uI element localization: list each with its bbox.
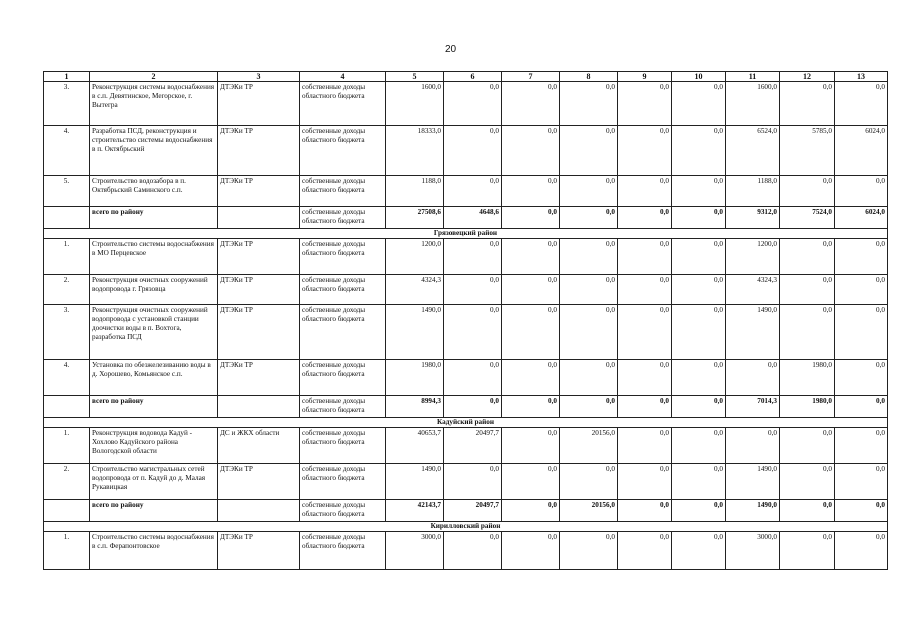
amount-2021: 0,0 (835, 176, 888, 207)
table-row (44, 532, 888, 570)
amount-2016: 0,0 (560, 126, 618, 176)
amount-2015: 0,0 (502, 500, 560, 522)
amount-2014: 20497,7 (444, 428, 502, 464)
row-number: 4. (44, 126, 90, 176)
executor: ДТЭКи ТР (218, 464, 300, 500)
funding-source: собственные доходы областного бюджета (300, 305, 386, 360)
amount-2015: 0,0 (502, 396, 560, 418)
amount-2020: 0,0 (780, 464, 835, 500)
amount-2017: 0,0 (618, 464, 672, 500)
funding-source: собственные доходы областного бюджета (300, 500, 386, 522)
row-number: 1. (44, 428, 90, 464)
amount-total: 42143,7 (386, 500, 444, 522)
row-number: 1. (44, 239, 90, 275)
amount-2015: 0,0 (502, 82, 560, 126)
amount-2019: 1490,0 (726, 464, 780, 500)
amount-2014: 0,0 (444, 532, 502, 570)
amount-2017: 0,0 (618, 532, 672, 570)
amount-2017: 0,0 (618, 239, 672, 275)
amount-2019: 1188,0 (726, 176, 780, 207)
amount-2014: 0,0 (444, 305, 502, 360)
district-header-row (44, 229, 888, 239)
amount-2021: 0,0 (835, 360, 888, 396)
amount-2015: 0,0 (502, 464, 560, 500)
amount-2016: 0,0 (560, 176, 618, 207)
amount-total: 27508,6 (386, 207, 444, 229)
amount-2014: 0,0 (444, 396, 502, 418)
amount-2016: 0,0 (560, 275, 618, 305)
project-name: всего по району (90, 396, 218, 418)
amount-2017: 0,0 (618, 207, 672, 229)
row-number: 1. (44, 532, 90, 570)
amount-2015: 0,0 (502, 126, 560, 176)
amount-2018: 0,0 (672, 500, 726, 522)
amount-total: 1600,0 (386, 82, 444, 126)
column-header: 10 (672, 72, 726, 82)
amount-2017: 0,0 (618, 305, 672, 360)
amount-2019: 4324,3 (726, 275, 780, 305)
amount-2020: 0,0 (780, 532, 835, 570)
row-number: 2. (44, 464, 90, 500)
amount-2019: 0,0 (726, 428, 780, 464)
amount-2020: 0,0 (780, 275, 835, 305)
row-number: 5. (44, 176, 90, 207)
amount-2017: 0,0 (618, 275, 672, 305)
amount-2018: 0,0 (672, 275, 726, 305)
amount-2014: 0,0 (444, 275, 502, 305)
district-total-row (44, 396, 888, 418)
amount-2018: 0,0 (672, 428, 726, 464)
amount-2014: 0,0 (444, 360, 502, 396)
amount-total: 40653,7 (386, 428, 444, 464)
column-header: 11 (726, 72, 780, 82)
amount-2017: 0,0 (618, 428, 672, 464)
amount-total: 1490,0 (386, 305, 444, 360)
amount-2019: 7014,3 (726, 396, 780, 418)
funding-source: собственные доходы областного бюджета (300, 239, 386, 275)
funding-source: собственные доходы областного бюджета (300, 532, 386, 570)
row-number: 2. (44, 275, 90, 305)
column-header: 5 (386, 72, 444, 82)
district-name: Кирилловский район (44, 522, 888, 532)
funding-source: собственные доходы областного бюджета (300, 82, 386, 126)
amount-2016: 0,0 (560, 464, 618, 500)
column-header: 13 (835, 72, 888, 82)
amount-2019: 0,0 (726, 360, 780, 396)
amount-2015: 0,0 (502, 428, 560, 464)
row-number (44, 396, 90, 418)
amount-2018: 0,0 (672, 239, 726, 275)
amount-2015: 0,0 (502, 275, 560, 305)
funding-source: собственные доходы областного бюджета (300, 360, 386, 396)
column-header: 12 (780, 72, 835, 82)
project-name: Реконструкция очистных сооружений водопровода с установкой станции доочистки воды в п. Вохтога, разработка ПСД (90, 305, 218, 360)
amount-2018: 0,0 (672, 305, 726, 360)
budget-table (43, 71, 888, 570)
amount-2019: 1490,0 (726, 305, 780, 360)
amount-2021: 0,0 (835, 239, 888, 275)
executor: ДТЭКи ТР (218, 305, 300, 360)
amount-2016: 0,0 (560, 532, 618, 570)
table-body (44, 82, 888, 570)
amount-2020: 0,0 (780, 500, 835, 522)
amount-2014: 0,0 (444, 239, 502, 275)
amount-2019: 1490,0 (726, 500, 780, 522)
column-header: 6 (444, 72, 502, 82)
amount-2014: 20497,7 (444, 500, 502, 522)
amount-2019: 6524,0 (726, 126, 780, 176)
amount-2021: 0,0 (835, 396, 888, 418)
funding-source: собственные доходы областного бюджета (300, 126, 386, 176)
amount-2021: 0,0 (835, 305, 888, 360)
amount-total: 1490,0 (386, 464, 444, 500)
district-name: Кадуйский район (44, 418, 888, 428)
executor: ДТЭКи ТР (218, 82, 300, 126)
district-name: Грязовецкий район (44, 229, 888, 239)
amount-2021: 6024,0 (835, 207, 888, 229)
executor: ДТЭКи ТР (218, 275, 300, 305)
amount-2016: 0,0 (560, 305, 618, 360)
project-name: Реконструкция очистных сооружений водопровода г. Грязовца (90, 275, 218, 305)
table-row (44, 275, 888, 305)
amount-2019: 1600,0 (726, 82, 780, 126)
amount-2015: 0,0 (502, 305, 560, 360)
row-number: 3. (44, 82, 90, 126)
funding-source: собственные доходы областного бюджета (300, 428, 386, 464)
amount-2021: 0,0 (835, 428, 888, 464)
amount-total: 3000,0 (386, 532, 444, 570)
table-row (44, 176, 888, 207)
amount-2020: 1980,0 (780, 360, 835, 396)
funding-source: собственные доходы областного бюджета (300, 464, 386, 500)
amount-2015: 0,0 (502, 239, 560, 275)
amount-2020: 0,0 (780, 428, 835, 464)
amount-2014: 0,0 (444, 126, 502, 176)
column-header: 9 (618, 72, 672, 82)
column-header: 7 (502, 72, 560, 82)
executor: ДС и ЖКХ области (218, 428, 300, 464)
amount-2020: 0,0 (780, 239, 835, 275)
header-row (44, 72, 888, 82)
amount-2018: 0,0 (672, 360, 726, 396)
amount-2021: 0,0 (835, 82, 888, 126)
amount-total: 1980,0 (386, 360, 444, 396)
executor: ДТЭКи ТР (218, 239, 300, 275)
amount-2020: 0,0 (780, 305, 835, 360)
amount-2020: 0,0 (780, 176, 835, 207)
amount-2017: 0,0 (618, 82, 672, 126)
amount-2014: 4648,6 (444, 207, 502, 229)
amount-2021: 0,0 (835, 532, 888, 570)
amount-2016: 0,0 (560, 239, 618, 275)
amount-2016: 0,0 (560, 396, 618, 418)
amount-total: 1200,0 (386, 239, 444, 275)
executor: ДТЭКи ТР (218, 176, 300, 207)
project-name: Строительство системы водоснабжения в с.п. Ферапонтовское (90, 532, 218, 570)
amount-2016: 20156,0 (560, 428, 618, 464)
project-name: Установка по обезжелезиванию воды в д. Хорошево, Комьянское с.п. (90, 360, 218, 396)
project-name: Реконструкция водовода Кадуй - Хохлово Кадуйского района Вологодской области (90, 428, 218, 464)
amount-2017: 0,0 (618, 126, 672, 176)
row-number (44, 207, 90, 229)
amount-2019: 3000,0 (726, 532, 780, 570)
table-row (44, 464, 888, 500)
table-row (44, 239, 888, 275)
executor: ДТЭКи ТР (218, 126, 300, 176)
amount-2018: 0,0 (672, 532, 726, 570)
amount-2015: 0,0 (502, 176, 560, 207)
amount-2014: 0,0 (444, 82, 502, 126)
amount-2015: 0,0 (502, 532, 560, 570)
amount-2018: 0,0 (672, 396, 726, 418)
table-row (44, 428, 888, 464)
district-total-row (44, 500, 888, 522)
amount-2014: 0,0 (444, 176, 502, 207)
amount-2019: 9312,0 (726, 207, 780, 229)
amount-2016: 0,0 (560, 82, 618, 126)
district-header-row (44, 522, 888, 532)
amount-2014: 0,0 (444, 464, 502, 500)
amount-2017: 0,0 (618, 360, 672, 396)
column-header: 1 (44, 72, 90, 82)
amount-2021: 6024,0 (835, 126, 888, 176)
project-name: Строительство водозабора в п. Октябрьский Саминского с.п. (90, 176, 218, 207)
amount-2018: 0,0 (672, 126, 726, 176)
executor (218, 207, 300, 229)
amount-2018: 0,0 (672, 464, 726, 500)
funding-source: собственные доходы областного бюджета (300, 207, 386, 229)
project-name: всего по району (90, 207, 218, 229)
table-row (44, 82, 888, 126)
amount-2015: 0,0 (502, 207, 560, 229)
table-row (44, 305, 888, 360)
amount-2017: 0,0 (618, 500, 672, 522)
column-header: 2 (90, 72, 218, 82)
amount-2021: 0,0 (835, 464, 888, 500)
funding-source: собственные доходы областного бюджета (300, 396, 386, 418)
executor (218, 396, 300, 418)
amount-2018: 0,0 (672, 176, 726, 207)
executor: ДТЭКи ТР (218, 360, 300, 396)
project-name: Строительство системы водоснабжения в МО Перцевское (90, 239, 218, 275)
project-name: всего по району (90, 500, 218, 522)
amount-2017: 0,0 (618, 396, 672, 418)
table-row (44, 126, 888, 176)
row-number: 4. (44, 360, 90, 396)
amount-2015: 0,0 (502, 360, 560, 396)
column-header: 3 (218, 72, 300, 82)
amount-2016: 20156,0 (560, 500, 618, 522)
project-name: Реконструкция системы водоснабжения в с.п. Девятинское, Мегорское, г. Вытегра (90, 82, 218, 126)
amount-2018: 0,0 (672, 82, 726, 126)
amount-2020: 0,0 (780, 82, 835, 126)
amount-2021: 0,0 (835, 275, 888, 305)
amount-2018: 0,0 (672, 207, 726, 229)
funding-source: собственные доходы областного бюджета (300, 275, 386, 305)
page-number: 20 (445, 44, 457, 55)
table-row (44, 360, 888, 396)
amount-2020: 1980,0 (780, 396, 835, 418)
amount-2016: 0,0 (560, 360, 618, 396)
district-total-row (44, 207, 888, 229)
amount-2019: 1200,0 (726, 239, 780, 275)
amount-2020: 7524,0 (780, 207, 835, 229)
amount-total: 18333,0 (386, 126, 444, 176)
amount-total: 4324,3 (386, 275, 444, 305)
row-number (44, 500, 90, 522)
project-name: Строительство магистральных сетей водопровода от п. Кадуй до д. Малая Рукавицкая (90, 464, 218, 500)
amount-total: 1188,0 (386, 176, 444, 207)
amount-2020: 5785,0 (780, 126, 835, 176)
project-name: Разработка ПСД, реконструкция и строительство системы водоснабжения в п. Октябрьский (90, 126, 218, 176)
funding-source: собственные доходы областного бюджета (300, 176, 386, 207)
amount-2021: 0,0 (835, 500, 888, 522)
executor: ДТЭКи ТР (218, 532, 300, 570)
amount-2017: 0,0 (618, 176, 672, 207)
row-number: 3. (44, 305, 90, 360)
district-header-row (44, 418, 888, 428)
column-header: 4 (300, 72, 386, 82)
amount-2016: 0,0 (560, 207, 618, 229)
amount-total: 8994,3 (386, 396, 444, 418)
column-header: 8 (560, 72, 618, 82)
executor (218, 500, 300, 522)
